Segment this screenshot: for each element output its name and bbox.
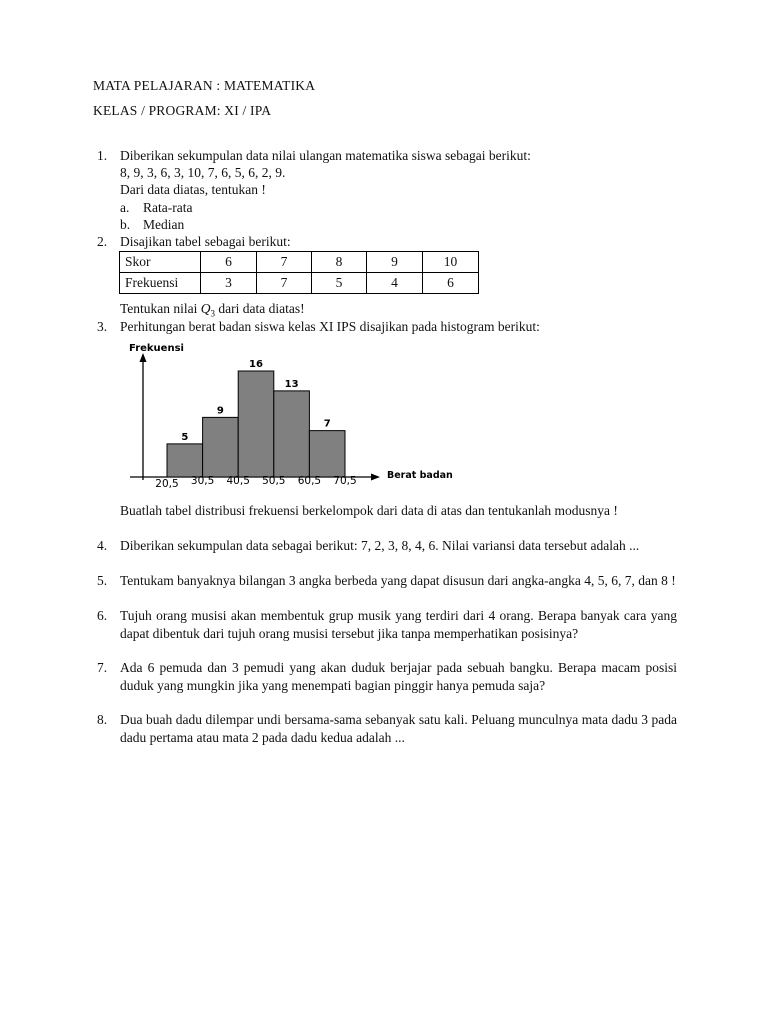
bar-value-label: 5	[181, 431, 189, 443]
histogram-bar	[167, 444, 203, 477]
table-cell: 7	[257, 252, 312, 273]
x-axis-arrow	[371, 474, 380, 481]
part-label: b.	[120, 217, 131, 232]
question-3-task	[120, 502, 676, 520]
part-label: a.	[120, 200, 130, 215]
question-number: 4.	[97, 538, 108, 553]
table-cell: 5	[312, 273, 367, 294]
question-text: Diberikan sekumpulan data nilai ulangan matematika siswa sebagai berikut:	[120, 148, 531, 163]
question-number: 1.	[97, 148, 108, 163]
question-7	[97, 659, 677, 694]
x-axis-label: Berat badan	[387, 470, 453, 481]
question-text: Buatlah tabel distribusi frekuensi berkelompok dari data di atas dan tentukanlah modusnya !	[120, 503, 618, 518]
boundary-tick-label: 60,5	[297, 475, 322, 487]
question-text: Diberikan sekumpulan data sebagai berikut: 7, 2, 3, 8, 4, 6. Nilai variansi data tersebut adalah ...	[120, 538, 640, 553]
prompt-pre: Tentukan nilai	[120, 301, 198, 316]
boundary-tick-label: 20,5	[155, 478, 179, 490]
part-text: Rata-rata	[143, 200, 193, 215]
question-1-data: 8, 9, 3, 6, 3, 10, 7, 6, 5, 6, 2, 9.	[120, 165, 286, 180]
boundary-tick-label: 40,5	[226, 475, 250, 487]
y-axis-label: Frekuensi	[129, 343, 184, 354]
question-number: 7.	[97, 660, 108, 675]
table-cell: 6	[423, 273, 479, 294]
table-cell: Frekuensi	[120, 273, 201, 294]
class-heading: KELAS / PROGRAM: XI / IPA	[93, 103, 272, 118]
boundary-tick-label: 50,5	[262, 475, 286, 487]
subject-heading: MATA PELAJARAN : MATEMATIKA	[93, 78, 316, 93]
question-number: 3.	[97, 319, 108, 334]
table-cell: Skor	[120, 252, 201, 273]
table-cell: 7	[257, 273, 312, 294]
question-4	[97, 537, 677, 555]
y-axis-arrow	[140, 353, 147, 362]
table-cell: 4	[367, 273, 423, 294]
question-text: Tentukam banyaknya bilangan 3 angka berbeda yang dapat disusun dari angka-angka 4, 5, 6, 7, dan 8 !	[120, 573, 676, 588]
question-number: 6.	[97, 608, 108, 623]
boundary-tick-label: 70,5	[333, 475, 357, 487]
table-cell: 9	[367, 252, 423, 273]
question-1-prompt: Dari data diatas, tentukan !	[120, 182, 266, 197]
bar-value-label: 13	[284, 378, 299, 390]
question-5	[97, 572, 677, 590]
histogram-bar	[238, 371, 274, 477]
question-number: 5.	[97, 573, 108, 588]
table-cell: 10	[423, 252, 479, 273]
bar-value-label: 7	[323, 418, 331, 430]
part-text: Median	[143, 217, 185, 232]
prompt-post: dari data diatas!	[218, 301, 305, 316]
question-text: Disajikan tabel sebagai berikut:	[120, 234, 291, 249]
bar-value-label: 16	[249, 359, 263, 370]
table-cell: 6	[201, 252, 257, 273]
histogram-bar	[309, 431, 345, 477]
histogram-bar	[274, 391, 310, 477]
table-cell: 8	[312, 252, 367, 273]
question-text: Ada 6 pemuda dan 3 pemudi yang akan duduk berjajar pada sebuah bangku. Berapa macam posisi duduk yang mungkin jika yang menempati bagian pinggir hanya pemuda saja?	[120, 660, 677, 693]
table-cell: 3	[201, 273, 257, 294]
question-number: 2.	[97, 234, 108, 249]
histogram-bars	[167, 371, 345, 477]
question-6	[97, 607, 677, 642]
bar-value-label: 9	[216, 405, 224, 417]
quartile-symbol: $Q_3$	[200, 301, 216, 319]
question-text: Perhitungan berat badan siswa kelas XI IPS disajikan pada histogram berikut:	[120, 319, 540, 334]
histogram-bar	[203, 417, 239, 477]
boundary-tick-label: 30,5	[190, 475, 215, 487]
question-8	[97, 711, 677, 746]
question-text: Dua buah dadu dilempar undi bersama-sama sebanyak satu kali. Peluang munculnya mata dadu 3 pada dadu pertama atau mata 2 pada dadu kedua adalah ...	[120, 712, 677, 745]
question-text: Tujuh orang musisi akan membentuk grup musik yang terdiri dari 4 orang. Berapa banyak cara yang dapat dibentuk dari tujuh orang musisi tersebut jika tanpa memperhatikan posisinya?	[120, 608, 677, 641]
question-number: 8.	[97, 712, 108, 727]
